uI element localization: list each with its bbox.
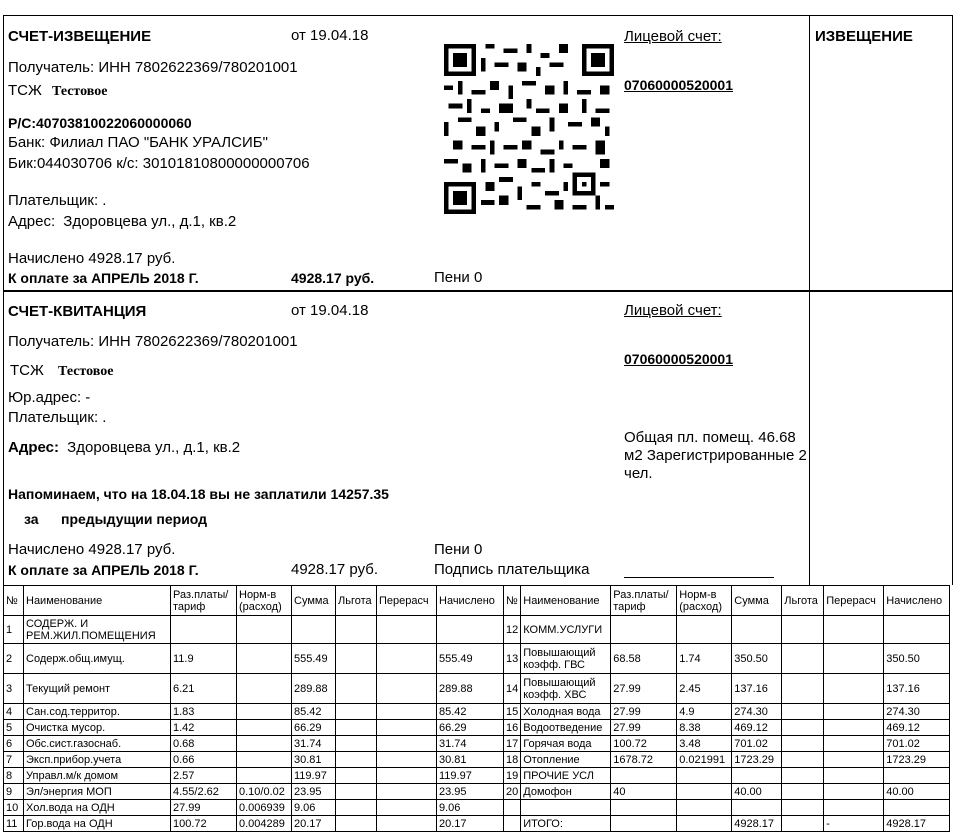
table-row <box>4 800 950 816</box>
table-cell <box>377 768 437 784</box>
table-header-cell: Сумма <box>292 586 336 616</box>
table-cell <box>336 816 377 832</box>
table-cell <box>732 616 782 644</box>
table-cell <box>824 674 884 704</box>
table-header-cell: Перерасч <box>377 586 437 616</box>
table-row <box>4 616 950 644</box>
notice-address <box>8 213 236 230</box>
receipt-account-label: Лицевой счет: <box>624 302 722 319</box>
table-cell <box>336 644 377 674</box>
table-cell <box>677 616 732 644</box>
notice-date: от 19.04.18 <box>291 27 369 44</box>
table-cell: 555.49 <box>292 644 336 674</box>
frame-divider-vertical <box>809 15 810 585</box>
table-header-cell: Начислено <box>437 586 504 616</box>
table-cell: Домофон <box>521 784 611 800</box>
table-cell <box>237 674 292 704</box>
receipt-address-value: Здоровцева ул., д.1, кв.2 <box>67 439 241 456</box>
notice-side-label: ИЗВЕЩЕНИЕ <box>815 28 913 45</box>
table-cell: 0.68 <box>171 736 237 752</box>
table-cell <box>336 720 377 736</box>
table-cell: 12 <box>504 616 521 644</box>
table-cell: Содерж.общ.имущ. <box>24 644 171 674</box>
table-cell <box>677 768 732 784</box>
table-cell <box>336 736 377 752</box>
table-cell: ИТОГО: <box>521 816 611 832</box>
table-cell: ПРОЧИЕ УСЛ <box>521 768 611 784</box>
table-header-cell: Норм-в (расход) <box>677 586 732 616</box>
table-cell <box>732 768 782 784</box>
table-cell: 100.72 <box>171 816 237 832</box>
notice-penalty: Пени 0 <box>434 269 483 286</box>
table-cell: Управл.м/к домом <box>24 768 171 784</box>
table-cell <box>677 816 732 832</box>
signature-line <box>624 577 774 578</box>
notice-org <box>8 82 107 100</box>
table-cell: 1723.29 <box>884 752 950 768</box>
receipt-to-pay-label: К оплате за АПРЕЛЬ 2018 Г. <box>8 562 199 578</box>
table-cell: 137.16 <box>732 674 782 704</box>
notice-org-prefix: ТСЖ <box>8 82 42 99</box>
table-cell: 8 <box>4 768 24 784</box>
table-cell <box>437 616 504 644</box>
table-cell: 7 <box>4 752 24 768</box>
table-cell: 3 <box>4 674 24 704</box>
table-cell <box>377 674 437 704</box>
table-cell: 8.38 <box>677 720 732 736</box>
table-cell <box>237 752 292 768</box>
table-header-cell: Перерасч <box>824 586 884 616</box>
receipt-date: от 19.04.18 <box>291 302 369 319</box>
table-header-cell: Норм-в (расход) <box>237 586 292 616</box>
table-cell <box>782 736 824 752</box>
table-cell: 13 <box>504 644 521 674</box>
table-cell <box>824 616 884 644</box>
table-cell: 119.97 <box>437 768 504 784</box>
table-cell <box>677 800 732 816</box>
table-cell: СОДЕРЖ. И РЕМ.ЖИЛ.ПОМЕЩЕНИЯ <box>24 616 171 644</box>
table-cell <box>504 800 521 816</box>
table-cell <box>377 704 437 720</box>
table-cell: Холодная вода <box>521 704 611 720</box>
receipt-reminder-line1: Напоминаем, что на 18.04.18 вы не заплатили 14257.35 <box>8 486 389 502</box>
notice-address-value: Здоровцева ул., д.1, кв.2 <box>63 213 237 230</box>
table-cell <box>336 800 377 816</box>
table-cell: 137.16 <box>884 674 950 704</box>
table-header-cell: Льгота <box>782 586 824 616</box>
receipt-payer: Плательщик: . <box>8 409 107 426</box>
table-cell <box>824 704 884 720</box>
frame-right <box>952 15 953 585</box>
table-row <box>4 674 950 704</box>
table-cell: 31.74 <box>437 736 504 752</box>
table-cell <box>824 736 884 752</box>
table-cell <box>782 644 824 674</box>
table-cell <box>377 816 437 832</box>
table-row <box>4 752 950 768</box>
table-cell: 4.9 <box>677 704 732 720</box>
table-cell: 11 <box>4 816 24 832</box>
table-cell: 27.99 <box>611 674 677 704</box>
table-cell: 1678.72 <box>611 752 677 768</box>
table-cell: 11.9 <box>171 644 237 674</box>
table-cell: Обс.сист.газоснаб. <box>24 736 171 752</box>
table-header-cell: Начислено <box>884 586 950 616</box>
table-cell <box>377 736 437 752</box>
notice-title: СЧЕТ-ИЗВЕЩЕНИЕ <box>8 28 152 45</box>
table-cell: Повышающий коэфф. ХВС <box>521 674 611 704</box>
receipt-org <box>10 362 113 380</box>
table-cell <box>377 800 437 816</box>
table-row <box>4 784 950 800</box>
receipt-recipient: Получатель: ИНН 7802622369/780201001 <box>8 333 298 350</box>
table-cell: 1.83 <box>171 704 237 720</box>
notice-bik: Бик:044030706 к/с: 30101810800000000706 <box>8 155 310 172</box>
table-cell: 4.55/2.62 <box>171 784 237 800</box>
table-cell <box>377 752 437 768</box>
table-cell <box>611 816 677 832</box>
table-cell <box>237 616 292 644</box>
table-cell: 274.30 <box>732 704 782 720</box>
table-cell: Отопление <box>521 752 611 768</box>
table-row <box>4 644 950 674</box>
table-cell: 274.30 <box>884 704 950 720</box>
table-header-row <box>4 586 950 616</box>
receipt-signature-label: Подпись плательщика <box>434 561 590 578</box>
table-cell: 289.88 <box>437 674 504 704</box>
table-cell: 23.95 <box>437 784 504 800</box>
receipt-legal-address: Юр.адрес: - <box>8 389 91 406</box>
table-cell: Очистка мусор. <box>24 720 171 736</box>
table-cell <box>824 752 884 768</box>
table-cell: 85.42 <box>437 704 504 720</box>
table-cell: 30.81 <box>292 752 336 768</box>
table-header-cell: Раз.платы/ тариф <box>611 586 677 616</box>
table-cell <box>732 800 782 816</box>
table-cell <box>884 800 950 816</box>
table-cell: 40.00 <box>884 784 950 800</box>
table-cell <box>237 720 292 736</box>
table-cell: 10 <box>4 800 24 816</box>
table-cell <box>237 736 292 752</box>
table-cell <box>336 768 377 784</box>
table-cell: КОММ.УСЛУГИ <box>521 616 611 644</box>
table-cell: 701.02 <box>732 736 782 752</box>
table-cell: 4928.17 <box>884 816 950 832</box>
frame-divider-horizontal <box>3 290 953 292</box>
table-cell: 18 <box>504 752 521 768</box>
table-cell <box>782 752 824 768</box>
notice-account-rs: Р/С:40703810022060000060 <box>8 115 192 131</box>
notice-account-number: 07060000520001 <box>624 77 734 93</box>
table-cell <box>824 784 884 800</box>
table-cell: 350.50 <box>884 644 950 674</box>
receipt-address-label: Адрес: <box>8 439 59 456</box>
receipt-account-number: 07060000520001 <box>624 351 734 367</box>
notice-accrued: Начислено 4928.17 руб. <box>8 250 176 267</box>
table-cell: 469.12 <box>732 720 782 736</box>
table-header-cell: № <box>504 586 521 616</box>
notice-recipient: Получатель: ИНН 7802622369/780201001 <box>8 59 298 76</box>
table-cell <box>677 784 732 800</box>
receipt-reminder-word1: за <box>24 511 39 527</box>
table-cell <box>336 752 377 768</box>
table-cell <box>292 616 336 644</box>
table-cell: Горячая вода <box>521 736 611 752</box>
table-row <box>4 720 950 736</box>
table-cell: 20.17 <box>292 816 336 832</box>
table-cell: Водоотведение <box>521 720 611 736</box>
table-cell: 1.42 <box>171 720 237 736</box>
table-cell <box>782 674 824 704</box>
receipt-area-info: Общая пл. помещ. 46.68 м2 Зарегистрированные 2 чел. <box>624 429 807 482</box>
table-cell <box>377 720 437 736</box>
table-cell: 289.88 <box>292 674 336 704</box>
table-cell <box>824 720 884 736</box>
table-cell: 119.97 <box>292 768 336 784</box>
table-cell <box>237 768 292 784</box>
table-cell: 27.99 <box>611 704 677 720</box>
table-cell: 5 <box>4 720 24 736</box>
table-cell: 6.21 <box>171 674 237 704</box>
notice-address-label: Адрес: <box>8 213 56 230</box>
table-cell: 0.021991 <box>677 752 732 768</box>
table-cell: 350.50 <box>732 644 782 674</box>
table-cell: 20.17 <box>437 816 504 832</box>
notice-to-pay-amount: 4928.17 руб. <box>291 270 375 286</box>
receipt-org-name: Тестовое <box>58 364 114 379</box>
table-cell: - <box>824 816 884 832</box>
qr-code-image <box>444 43 614 215</box>
table-cell <box>336 784 377 800</box>
table-cell: Эл/энергия МОП <box>24 784 171 800</box>
table-cell: 66.29 <box>292 720 336 736</box>
table-cell: Повышающий коэфф. ГВС <box>521 644 611 674</box>
table-cell: 27.99 <box>171 800 237 816</box>
table-cell <box>377 616 437 644</box>
table-cell: 701.02 <box>884 736 950 752</box>
table-cell: 9 <box>4 784 24 800</box>
notice-bank: Банк: Филиал ПАО "БАНК УРАЛСИБ" <box>8 134 268 151</box>
table-cell <box>336 674 377 704</box>
table-cell <box>237 644 292 674</box>
table-cell: 2.45 <box>677 674 732 704</box>
table-cell: 3.48 <box>677 736 732 752</box>
table-cell <box>884 616 950 644</box>
receipt-penalty: Пени 0 <box>434 541 483 558</box>
table-cell: 0.006939 <box>237 800 292 816</box>
table-cell: 27.99 <box>611 720 677 736</box>
table-header-cell: Наименование <box>521 586 611 616</box>
table-cell: 1 <box>4 616 24 644</box>
table-cell <box>611 800 677 816</box>
table-cell: 16 <box>504 720 521 736</box>
table-cell: 15 <box>504 704 521 720</box>
table-cell: Эксп.прибор.учета <box>24 752 171 768</box>
table-cell: Текущий ремонт <box>24 674 171 704</box>
table-cell <box>377 784 437 800</box>
table-cell: 9.06 <box>292 800 336 816</box>
notice-to-pay-label: К оплате за АПРЕЛЬ 2018 Г. <box>8 270 199 286</box>
table-cell: 17 <box>504 736 521 752</box>
table-cell <box>611 616 677 644</box>
table-cell: 0.10/0.02 <box>237 784 292 800</box>
table-cell <box>336 616 377 644</box>
table-cell: Хол.вода на ОДН <box>24 800 171 816</box>
table-cell: 85.42 <box>292 704 336 720</box>
table-cell: 23.95 <box>292 784 336 800</box>
receipt-address <box>8 439 240 456</box>
table-cell <box>884 768 950 784</box>
table-row <box>4 704 950 720</box>
receipt-org-prefix: ТСЖ <box>10 362 44 379</box>
receipt-reminder-word2: предыдущии период <box>61 511 208 527</box>
table-cell <box>782 768 824 784</box>
table-row <box>4 816 950 832</box>
frame-left <box>3 15 4 585</box>
receipt-accrued: Начислено 4928.17 руб. <box>8 541 176 558</box>
table-cell <box>782 816 824 832</box>
table-cell <box>171 616 237 644</box>
table-header-cell: № <box>4 586 24 616</box>
table-cell: 1.74 <box>677 644 732 674</box>
table-cell: 9.06 <box>437 800 504 816</box>
table-cell <box>237 704 292 720</box>
charges-table <box>3 585 950 832</box>
table-cell <box>782 616 824 644</box>
table-cell <box>782 800 824 816</box>
table-row <box>4 768 950 784</box>
receipt-to-pay-amount: 4928.17 руб. <box>291 561 378 578</box>
table-header-cell: Наименование <box>24 586 171 616</box>
table-cell <box>782 704 824 720</box>
table-header-cell: Льгота <box>336 586 377 616</box>
table-cell: 2 <box>4 644 24 674</box>
notice-org-name: Тестовое <box>52 84 108 99</box>
table-cell <box>377 644 437 674</box>
table-cell: 1723.29 <box>732 752 782 768</box>
table-cell: 68.58 <box>611 644 677 674</box>
table-cell: 100.72 <box>611 736 677 752</box>
notice-account-label: Лицевой счет: <box>624 28 722 45</box>
table-cell: Гор.вода на ОДН <box>24 816 171 832</box>
table-row <box>4 736 950 752</box>
table-cell: 19 <box>504 768 521 784</box>
table-cell <box>824 768 884 784</box>
table-cell: 66.29 <box>437 720 504 736</box>
table-cell: 31.74 <box>292 736 336 752</box>
table-cell <box>611 768 677 784</box>
table-cell <box>504 816 521 832</box>
table-cell: 14 <box>504 674 521 704</box>
table-cell: 4 <box>4 704 24 720</box>
table-cell: 0.004289 <box>237 816 292 832</box>
table-cell: 0.66 <box>171 752 237 768</box>
table-cell <box>521 800 611 816</box>
table-cell: 20 <box>504 784 521 800</box>
table-cell: 555.49 <box>437 644 504 674</box>
table-cell <box>824 800 884 816</box>
table-cell <box>824 644 884 674</box>
receipt-title: СЧЕТ-КВИТАНЦИЯ <box>8 303 147 320</box>
table-header-cell: Раз.платы/ тариф <box>171 586 237 616</box>
table-cell <box>336 704 377 720</box>
notice-payer: Плательщик: . <box>8 192 107 209</box>
table-cell: 4928.17 <box>732 816 782 832</box>
table-header-cell: Сумма <box>732 586 782 616</box>
table-cell <box>782 784 824 800</box>
table-cell: 40 <box>611 784 677 800</box>
table-cell <box>782 720 824 736</box>
table-cell: 40.00 <box>732 784 782 800</box>
table-cell: 6 <box>4 736 24 752</box>
table-cell: 30.81 <box>437 752 504 768</box>
table-cell: 469.12 <box>884 720 950 736</box>
table-cell: Сан.сод.территор. <box>24 704 171 720</box>
table-cell: 2.57 <box>171 768 237 784</box>
